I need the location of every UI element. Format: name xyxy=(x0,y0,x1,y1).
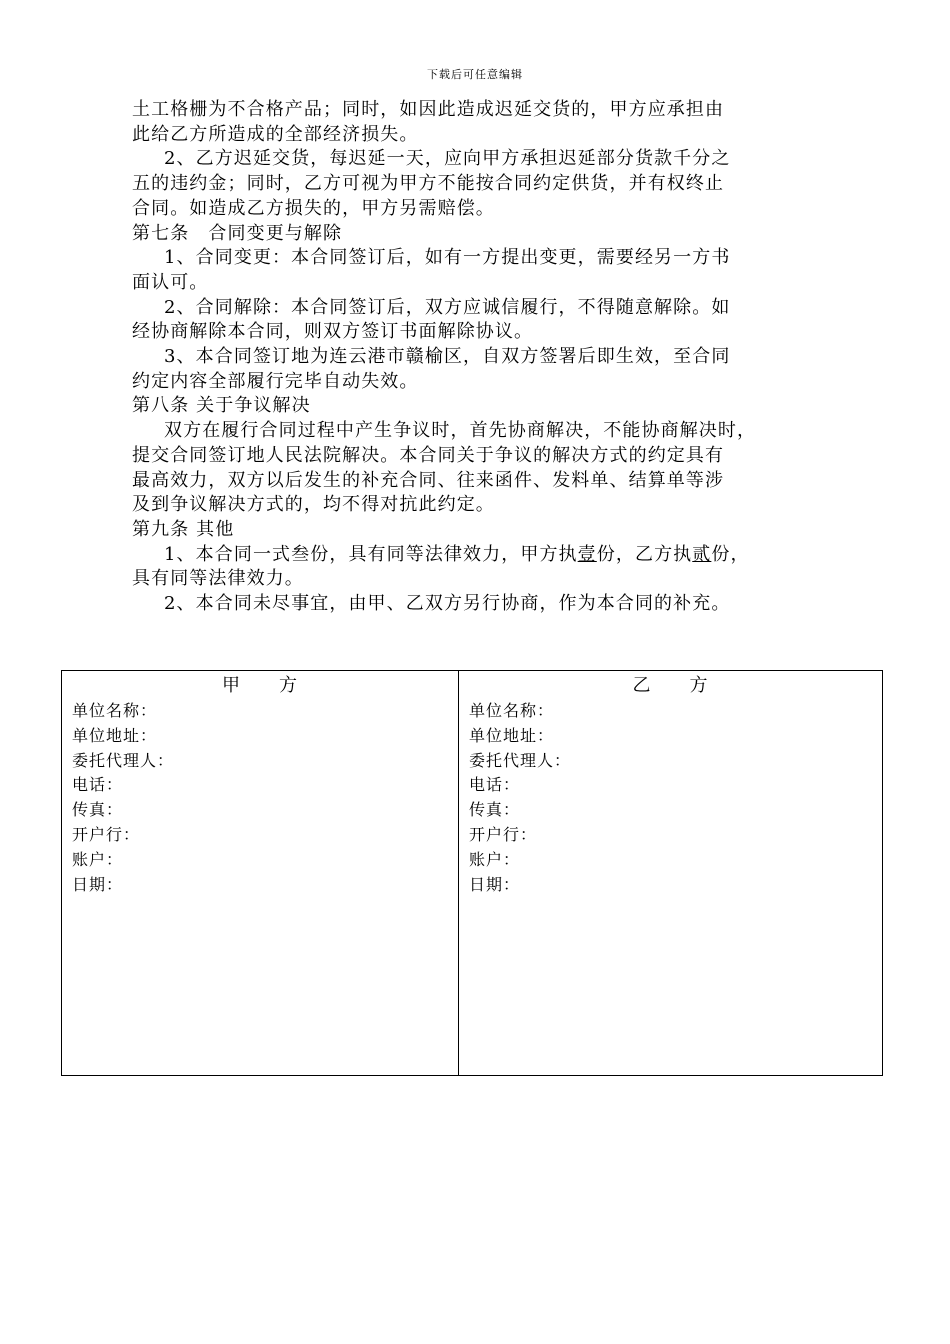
clause-line: 约定内容全部履行完毕自动失效。 xyxy=(132,370,419,392)
clause-line xyxy=(132,543,852,568)
clause-line: 1、合同变更：本合同签订后，如有一方提出变更，需要经另一方书 xyxy=(164,247,731,269)
copies-party-a: 壹 xyxy=(577,543,597,565)
party-a-phone: 电话： xyxy=(72,775,124,795)
party-b-date: 日期： xyxy=(469,874,521,894)
party-b-account: 账户： xyxy=(469,849,521,869)
party-b-bank: 开户行： xyxy=(469,824,538,844)
copies-party-b: 贰 xyxy=(692,543,712,565)
party-a-column xyxy=(62,671,459,1075)
clause-line: 合同。如造成乙方损失的，甲方另需赔偿。 xyxy=(132,197,495,219)
clause-line: 2、乙方迟延交货，每迟延一天，应向甲方承担迟延部分货款千分之 xyxy=(164,148,731,170)
clause-line: 具有同等法律效力。 xyxy=(132,568,304,590)
clause-line: 经协商解除本合同，则双方签订书面解除协议。 xyxy=(132,321,534,343)
clause-line: 3、本合同签订地为连云港市赣榆区，自双方签署后即生效，至合同 xyxy=(164,346,731,368)
clause-line: 面认可。 xyxy=(132,271,209,293)
party-b-company-name: 单位名称： xyxy=(469,701,555,720)
party-b-agent: 委托代理人： xyxy=(469,750,572,770)
party-b-phone: 电话： xyxy=(469,775,521,795)
page-header: 下载后可任意编辑 xyxy=(427,68,523,81)
party-b-address: 单位地址： xyxy=(469,725,555,745)
article-9-title: 第九条 其他 xyxy=(132,518,235,540)
signature-table xyxy=(61,670,883,1076)
party-a-date: 日期： xyxy=(72,874,124,894)
clause-line: 及到争议解决方式的，均不得对抗此约定。 xyxy=(132,494,495,516)
article-7-title: 第七条 合同变更与解除 xyxy=(132,222,343,244)
party-a-bank: 开户行： xyxy=(72,824,141,844)
clause-text: 份，乙方执 xyxy=(596,543,693,565)
clause-line: 2、合同解除：本合同签订后，双方应诚信履行，不得随意解除。如 xyxy=(164,296,731,318)
clause-line: 五的违约金；同时，乙方可视为甲方不能按合同约定供货，并有权终止 xyxy=(132,173,725,195)
party-a-fax: 传真： xyxy=(72,800,124,820)
clause-text: 1、本合同一式叁份，具有同等法律效力，甲方执 xyxy=(164,543,578,565)
clause-line: 2、本合同未尽事宜，由甲、乙双方另行协商，作为本合同的补充。 xyxy=(164,593,731,615)
party-a-title: 甲 方 xyxy=(222,675,298,696)
clause-text: 份， xyxy=(711,543,750,565)
paragraph-line: 土工格栅为不合格产品；同时，如因此造成迟延交货的，甲方应承担由 xyxy=(132,99,725,120)
party-a-account: 账户： xyxy=(72,849,124,869)
contract-body xyxy=(132,98,852,617)
party-b-fax: 传真： xyxy=(469,800,521,820)
party-a-company-name: 单位名称： xyxy=(72,701,158,720)
party-b-title: 乙 方 xyxy=(632,675,709,696)
paragraph-line: 此给乙方所造成的全部经济损失。 xyxy=(132,123,419,145)
clause-line: 提交合同签订地人民法院解决。本合同关于争议的解决方式的约定具有 xyxy=(132,444,725,466)
clause-line: 最高效力，双方以后发生的补充合同、往来函件、发料单、结算单等涉 xyxy=(132,469,725,491)
article-8-title: 第八条 关于争议解决 xyxy=(132,395,311,417)
clause-line: 双方在履行合同过程中产生争议时，首先协商解决，不能协商解决时， xyxy=(164,420,757,442)
party-b-column xyxy=(459,671,882,1075)
party-a-agent: 委托代理人： xyxy=(72,750,175,770)
party-a-address: 单位地址： xyxy=(72,725,158,745)
